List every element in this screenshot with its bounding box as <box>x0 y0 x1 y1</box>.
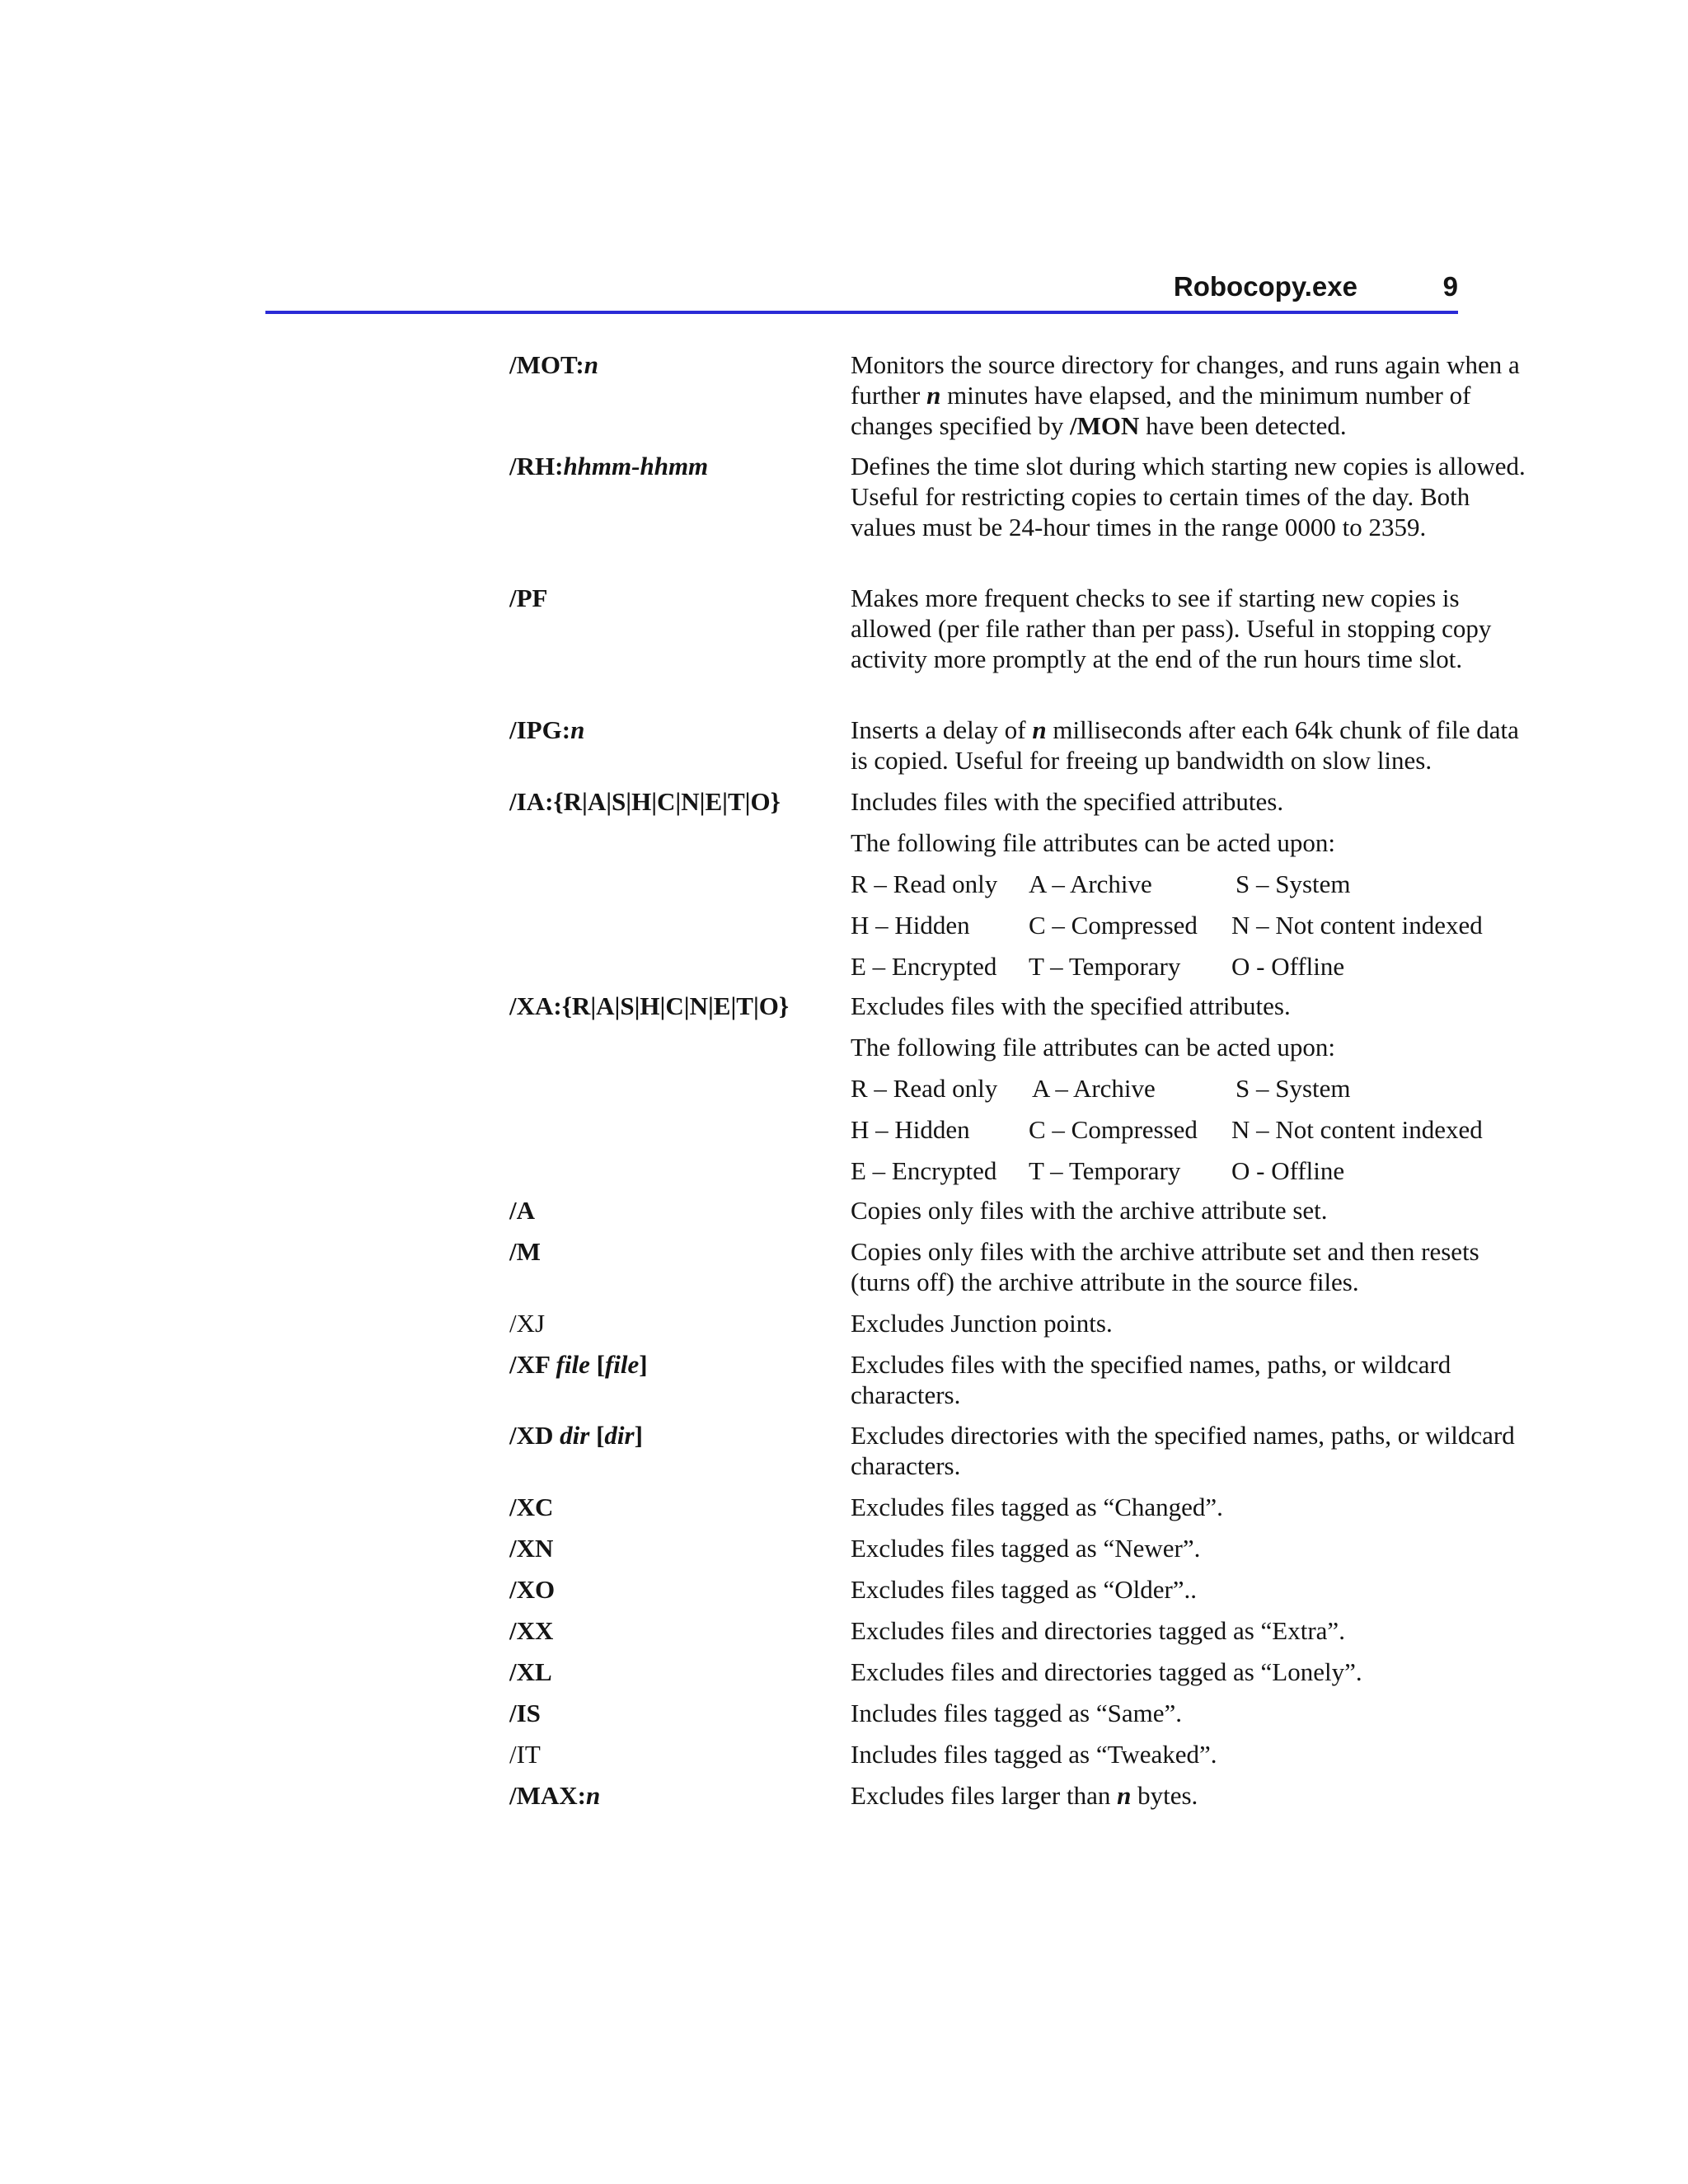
description-xc: Excludes files tagged as “Changed”. <box>851 1493 1223 1521</box>
description-mot <box>851 349 1526 441</box>
option-pf: /PF <box>509 583 548 612</box>
option-rh-param: hhmm-hhmm <box>563 452 709 480</box>
description-is: Includes files tagged as “Same”. <box>851 1699 1182 1727</box>
option-mot-name: /MOT: <box>509 350 584 379</box>
attr-xa-offline: O - Offline <box>1231 1156 1345 1185</box>
option-xf-bracket-open: [ <box>589 1350 605 1379</box>
description-xf: Excludes files with the specified names, paths, or wildcard characters. <box>851 1350 1451 1409</box>
attr-ia-system: S – System <box>1236 869 1351 898</box>
description-max-text-1: Excludes files larger than <box>851 1781 1118 1810</box>
attr-ia-archive: A – Archive <box>1029 869 1152 898</box>
option-it: /IT <box>509 1740 541 1769</box>
attr-xa-not-content-indexed: N – Not content indexed <box>1231 1115 1483 1144</box>
attr-ia-offline: O - Offline <box>1231 952 1345 981</box>
option-max-param: n <box>585 1781 601 1810</box>
option-xj: /XJ <box>509 1309 546 1338</box>
option-rh <box>509 451 708 481</box>
attr-xa-system: S – System <box>1236 1074 1351 1103</box>
attr-xa-temporary: T – Temporary <box>1029 1156 1181 1185</box>
option-xn: /XN <box>509 1534 554 1563</box>
option-is: /IS <box>509 1699 541 1727</box>
description-pf: Makes more frequent checks to see if starting new copies is allowed (per file rather than per pass). Useful in stopping copy activity more promptly at the end of the run hours time slot. <box>851 583 1492 673</box>
option-a: /A <box>509 1196 535 1225</box>
header-title: Robocopy.exe <box>1173 271 1357 302</box>
description-rh: Defines the time slot during which starting new copies is allowed. Useful for restricting copies to certain times of the day. Both values must be 24-hour times in the range 0000 to 2359. <box>851 452 1526 541</box>
description-xo: Excludes files tagged as “Older”.. <box>851 1575 1198 1604</box>
option-xl: /XL <box>509 1657 552 1686</box>
option-max-name: /MAX: <box>509 1781 586 1810</box>
option-xd-param: dir <box>560 1421 590 1450</box>
description-mot-text-1: Monitors the source directory for changes, and runs again when a further <box>851 350 1520 410</box>
description-xl: Excludes files and directories tagged as “Lonely”. <box>851 1657 1362 1686</box>
description-max <box>851 1780 1526 1811</box>
description-mot-text-2: minutes have elapsed, and the minimum number of changes specified by <box>851 381 1471 440</box>
option-xc: /XC <box>509 1493 554 1521</box>
option-m: /M <box>509 1237 541 1266</box>
description-max-text-2: bytes. <box>1131 1781 1198 1810</box>
attr-ia-compressed: C – Compressed <box>1029 911 1198 940</box>
option-xo: /XO <box>509 1575 556 1604</box>
option-xf-param: file <box>556 1350 590 1379</box>
description-ipg <box>851 715 1526 776</box>
option-rh-name: /RH: <box>509 452 564 480</box>
description-mot-text-3: have been detected. <box>1139 411 1347 440</box>
option-mot <box>509 349 598 380</box>
attr-xa-encrypted: E – Encrypted <box>851 1156 997 1185</box>
option-xd <box>509 1420 643 1451</box>
description-xn: Excludes files tagged as “Newer”. <box>851 1534 1201 1563</box>
description-mot-ref: /MON <box>1069 411 1140 440</box>
description-ipg-text-2: milliseconds after each 64k chunk of file data is copied. Useful for freeing up bandwidth on slow lines. <box>851 715 1519 775</box>
page-number: 9 <box>1442 271 1458 302</box>
description-xx: Excludes files and directories tagged as “Extra”. <box>851 1616 1345 1645</box>
option-xf-bracket-close: ] <box>639 1350 648 1379</box>
description-ia: Includes files with the specified attributes. <box>851 787 1284 816</box>
option-xd-name: /XD <box>509 1421 560 1450</box>
attr-xa-hidden: H – Hidden <box>851 1115 970 1144</box>
option-ipg-param: n <box>570 715 585 744</box>
option-xd-param-optional: dir <box>604 1421 635 1450</box>
attributes-note-ia: The following file attributes can be acted upon: <box>851 828 1335 857</box>
description-xd: Excludes directories with the specified names, paths, or wildcard characters. <box>851 1421 1515 1480</box>
description-ipg-param: n <box>1032 715 1047 744</box>
description-xa: Excludes files with the specified attributes. <box>851 991 1291 1020</box>
option-xf-name: /XF <box>509 1350 556 1379</box>
option-xa: /XA:{R|A|S|H|C|N|E|T|O} <box>509 991 790 1020</box>
option-xx: /XX <box>509 1616 554 1645</box>
attr-ia-not-content-indexed: N – Not content indexed <box>1231 911 1483 940</box>
option-xf <box>509 1349 648 1380</box>
description-m: Copies only files with the archive attribute set and then resets (turns off) the archive attribute in the source files. <box>851 1237 1479 1296</box>
option-xd-bracket-close: ] <box>634 1421 643 1450</box>
running-header <box>265 269 1458 314</box>
option-ipg-name: /IPG: <box>509 715 571 744</box>
description-ipg-text-1: Inserts a delay of <box>851 715 1033 744</box>
option-ipg <box>509 715 584 745</box>
option-ia: /IA:{R|A|S|H|C|N|E|T|O} <box>509 787 781 816</box>
attr-xa-archive: A – Archive <box>1032 1074 1156 1103</box>
description-a: Copies only files with the archive attribute set. <box>851 1196 1328 1225</box>
description-max-param: n <box>1117 1781 1132 1810</box>
description-mot-param: n <box>926 381 941 410</box>
option-xd-bracket-open: [ <box>589 1421 605 1450</box>
attr-xa-compressed: C – Compressed <box>1029 1115 1198 1144</box>
attr-ia-hidden: H – Hidden <box>851 911 970 940</box>
option-mot-param: n <box>584 350 598 379</box>
option-max <box>509 1780 600 1811</box>
attr-ia-encrypted: E – Encrypted <box>851 952 997 981</box>
attributes-note-xa: The following file attributes can be acted upon: <box>851 1033 1335 1062</box>
description-it: Includes files tagged as “Tweaked”. <box>851 1740 1217 1769</box>
attr-ia-temporary: T – Temporary <box>1029 952 1181 981</box>
option-xf-param-optional: file <box>604 1350 640 1379</box>
attr-xa-read-only: R – Read only <box>851 1074 998 1103</box>
description-xj: Excludes Junction points. <box>851 1309 1113 1338</box>
attr-ia-read-only: R – Read only <box>851 869 998 898</box>
